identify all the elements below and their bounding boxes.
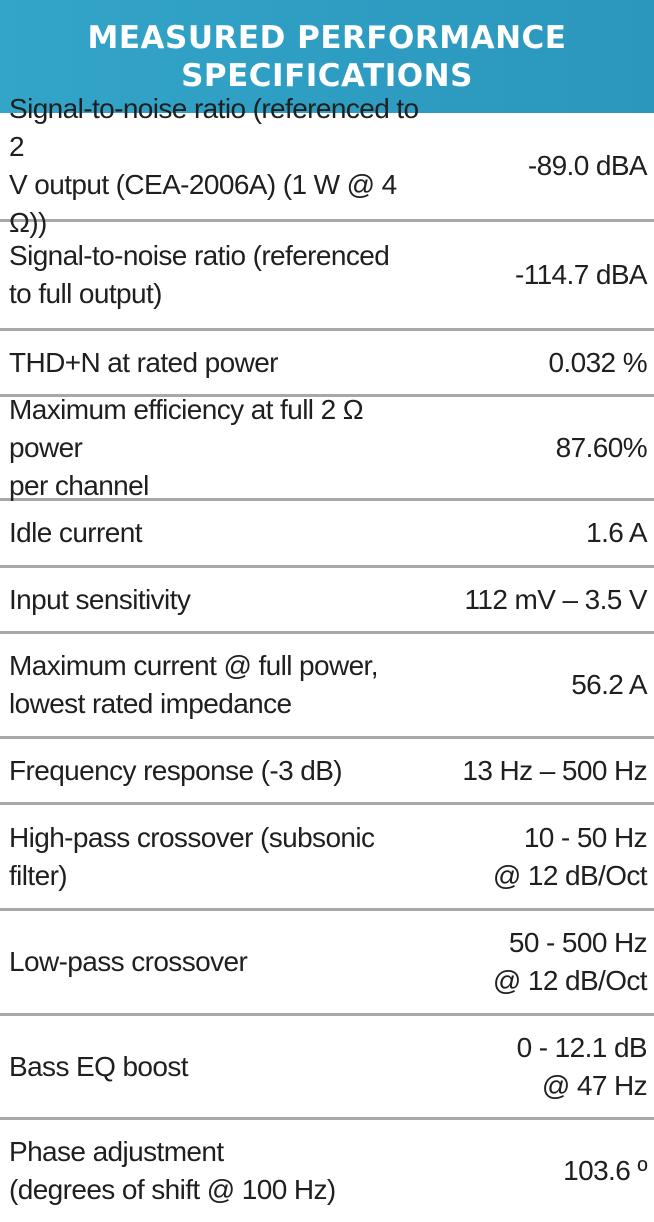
- spec-value: -114.7 dBA: [514, 259, 647, 290]
- spec-value: 10 - 50 Hz @ 12 dB/Oct: [492, 821, 647, 891]
- spec-row: [0, 739, 654, 805]
- spec-row: [0, 393, 654, 501]
- spec-value: 0 - 12.1 dB @ 47 Hz: [516, 1031, 647, 1101]
- spec-row: [0, 222, 654, 331]
- spec-row: [0, 568, 654, 634]
- spec-label: Maximum current @ full power, lowest rated impedance: [9, 650, 378, 719]
- spec-label: Input sensitivity: [9, 583, 191, 615]
- spec-label: Signal-to-noise ratio (referenced to full output): [9, 240, 390, 309]
- spec-value: 13 Hz – 500 Hz: [462, 754, 647, 786]
- spec-label: Maximum efficiency at full 2 Ω power per channel: [9, 393, 364, 501]
- spec-row: [0, 501, 654, 568]
- spec-row: [0, 634, 654, 739]
- spec-row: [0, 911, 654, 1016]
- spec-row: [0, 331, 654, 397]
- spec-row: [0, 805, 654, 911]
- spec-label: High-pass crossover (subsonic filter): [9, 821, 375, 891]
- spec-value: 87.60%: [555, 431, 647, 463]
- spec-value: 50 - 500 Hz @ 12 dB/Oct: [492, 927, 647, 996]
- spec-value: 56.2 A: [571, 669, 647, 700]
- spec-label: Frequency response (-3 dB): [9, 754, 343, 786]
- spec-value: 103.6 º: [563, 1155, 647, 1186]
- spec-value: 0.032 %: [548, 346, 647, 378]
- spec-label: THD+N at rated power: [9, 346, 278, 378]
- spec-label: Bass EQ boost: [9, 1050, 188, 1082]
- spec-row: [0, 93, 654, 238]
- spec-row: [0, 1120, 654, 1222]
- spec-value: 1.6 A: [586, 517, 647, 548]
- spec-value: -89.0 dBA: [527, 150, 647, 181]
- spec-label: Idle current: [9, 517, 142, 548]
- header-title-line-1: MEASURED PERFORMANCE: [87, 19, 567, 56]
- spec-label: Signal-to-noise ratio (referenced to 2 V output (CEA-2006A) (1 W @ 4 Ω)): [9, 93, 419, 238]
- spec-table: [0, 93, 654, 1222]
- spec-value: 112 mV – 3.5 V: [464, 583, 647, 615]
- header-title-line-2: SPECIFICATIONS: [181, 57, 473, 94]
- spec-row: [0, 1016, 654, 1120]
- spec-label: Low-pass crossover: [9, 946, 248, 977]
- spec-label: Phase adjustment (degrees of shift @ 100 Hz): [9, 1136, 336, 1205]
